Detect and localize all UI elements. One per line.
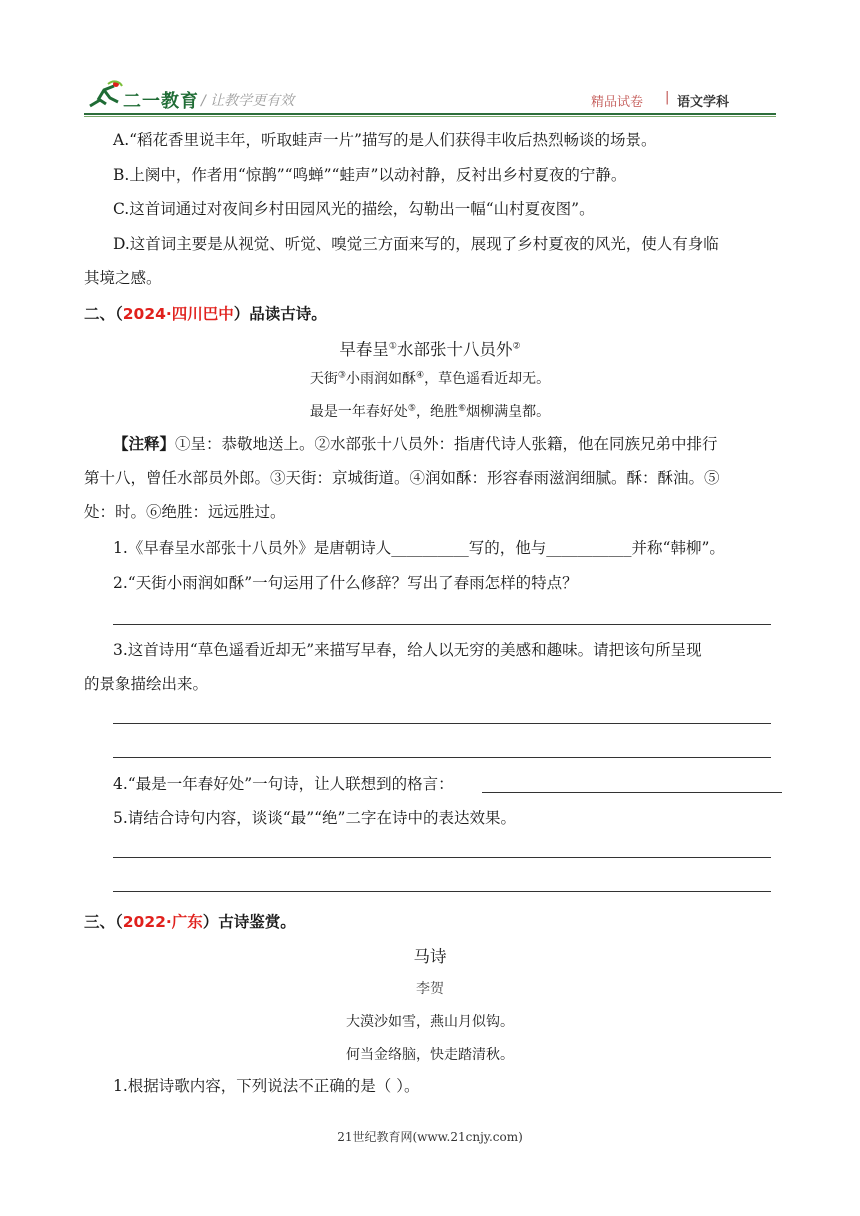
poem-title-2: 马诗 [413, 947, 447, 966]
option-d-line1: D.这首词主要是从视觉、听觉、嗅觉三方面来写的，展现了乡村夏夜的风光，使人有身临 [113, 235, 719, 253]
answer-line[interactable] [113, 857, 771, 858]
question-2-1: 1.《早春呈水部张十八员外》是唐朝诗人__________写的，他与___________并称“韩柳”。 [113, 539, 725, 557]
question-2-4: 4.“最是一年春好处”一句诗，让人联想到的格言： [113, 775, 454, 793]
page-footer: 21世纪教育网(www.21cnjy.com) [337, 1130, 523, 1144]
option-b: B.上阕中，作者用“惊鹊”“鸣蝉”“蛙声”以动衬静，反衬出乡村夏夜的宁静。 [113, 166, 627, 184]
logo-runner-icon [86, 80, 124, 112]
question-2-3-line1: 3.这首诗用“草色遥看近却无”来描写早春，给人以无穷的美感和趣味。请把该句所呈现 [113, 641, 702, 659]
question-2-2: 2.“天街小雨润如酥”一句运用了什么修辞？写出了春雨怎样的特点？ [113, 574, 578, 592]
poem-2-line-2: 何当金络脑，快走踏清秋。 [346, 1047, 514, 1063]
note-line-2: 第十八，曾任水部员外郎。③天街：京城街道。④润如酥：形容春雨滋润细腻。酥：酥油。⑤ [84, 469, 720, 487]
header-badge-left: 精品试卷 [591, 95, 644, 110]
option-d-line2: 其境之感。 [84, 269, 162, 287]
section-3-heading: 三、（2022·广东）古诗鉴赏。 [84, 913, 296, 931]
poem-1-line-2: 最是一年春好处⑤，绝胜⑥烟柳满皇都。 [309, 403, 551, 420]
answer-line[interactable] [113, 723, 771, 724]
question-2-3-line2: 的景象描绘出来。 [84, 675, 209, 693]
poem-title-1: 早春呈①水部张十八员外② [339, 340, 521, 359]
answer-line[interactable] [113, 891, 771, 892]
option-a: A.“稻花香里说丰年，听取蛙声一片”描写的是人们获得丰收后热烈畅谈的场景。 [113, 131, 657, 149]
answer-line[interactable] [113, 624, 771, 625]
note-line-1: 【注释】①呈：恭敬地送上。②水部张十八员外：指唐代诗人张籍，他在同族兄弟中排行 [113, 434, 718, 453]
note-label: 【注释】 [113, 434, 176, 453]
header-divider-thin [84, 116, 776, 117]
poem-2-line-1: 大漠沙如雪，燕山月似钩。 [346, 1014, 514, 1030]
answer-line[interactable] [113, 757, 771, 758]
note-line-3: 处：时。⑥绝胜：远远胜过。 [84, 503, 286, 521]
question-3-1: 1.根据诗歌内容，下列说法不正确的是（ ）。 [113, 1077, 420, 1095]
poem-1-line-1: 天街③小雨润如酥④，草色遥看近却无。 [309, 370, 551, 387]
poem-author: 李贺 [416, 981, 444, 997]
header-divider [84, 113, 776, 115]
header-separator: | [665, 90, 670, 105]
header-badge-right: 语文学科 [677, 95, 730, 110]
logo-text: 二一教育 [123, 91, 199, 112]
header-slogan: / 让教学更有效 [201, 93, 295, 109]
option-c: C.这首词通过对夜间乡村田园风光的描绘，勾勒出一幅“山村夏夜图”。 [113, 200, 595, 218]
question-2-5: 5.请结合诗句内容，谈谈“最”“绝”二字在诗中的表达效果。 [113, 809, 516, 827]
section-2-heading: 二、（2024·四川巴中）品读古诗。 [84, 305, 327, 323]
answer-line[interactable] [482, 792, 782, 793]
